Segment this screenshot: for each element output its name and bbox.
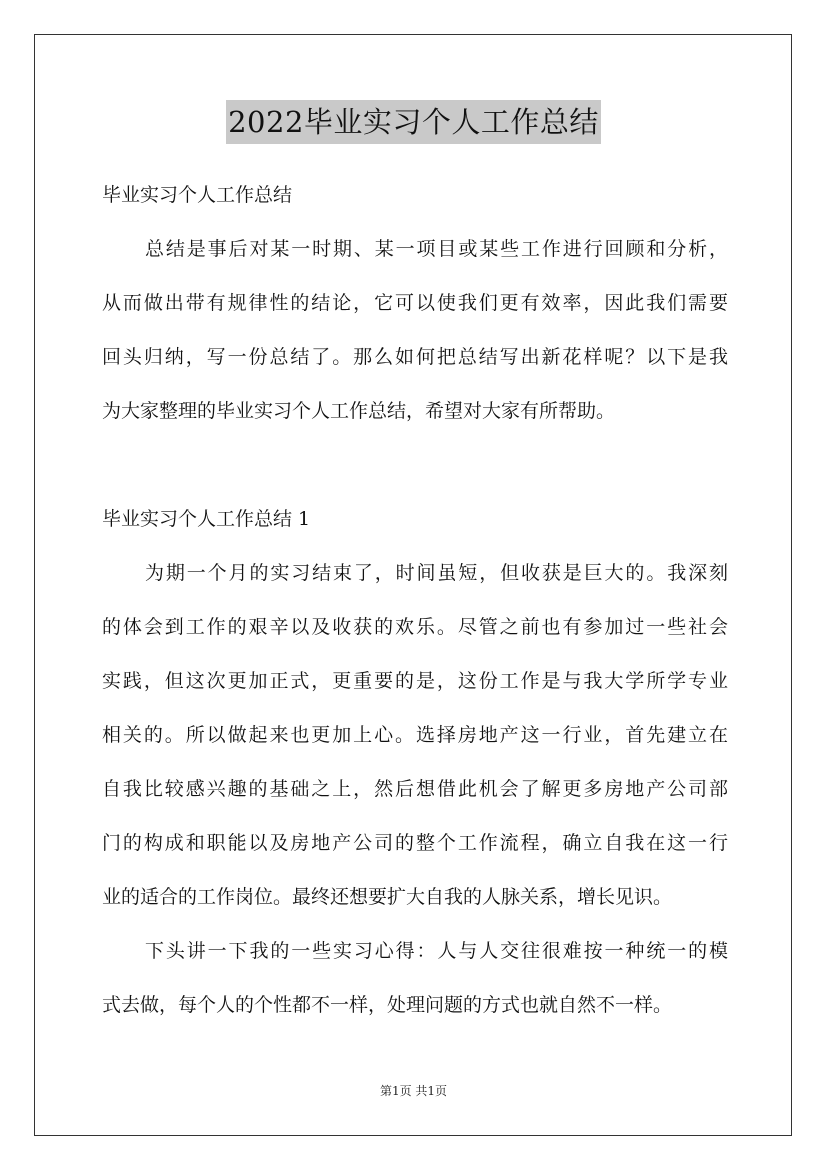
section1-paragraph-1 — [102, 546, 728, 924]
section-heading: 毕业实习个人工作总结 1 — [102, 508, 311, 530]
document-subtitle: 毕业实习个人工作总结 — [102, 184, 293, 206]
page-footer — [0, 1082, 827, 1099]
paragraph-line: 的体会到工作的艰辛以及收获的欢乐。尽管之前也有参加过一些社会 — [102, 616, 728, 638]
title-wrapper — [0, 100, 827, 144]
paragraph-line: 实践，但这次更加正式，更重要的是，这份工作是与我大学所学专业 — [102, 670, 728, 692]
paragraph-line: 式去做，每个人的个性都不一样，处理问题的方式也就自然不一样。 — [102, 994, 673, 1016]
paragraph-line: 从而做出带有规律性的结论，它可以使我们更有效率，因此我们需要 — [102, 292, 728, 314]
paragraph-line: 为大家整理的毕业实习个人工作总结，希望对大家有所帮助。 — [102, 400, 616, 422]
document-title: 2022毕业实习个人工作总结 — [226, 100, 601, 144]
intro-paragraph — [102, 222, 728, 438]
paragraph-line: 回头归纳，写一份总结了。那么如何把总结写出新花样呢？以下是我 — [102, 346, 728, 368]
page-number: 第1页 共1页 — [379, 1084, 448, 1098]
paragraph-line: 自我比较感兴趣的基础之上，然后想借此机会了解更多房地产公司部 — [102, 778, 728, 800]
section1-paragraph-2 — [102, 924, 728, 1032]
paragraph-line: 总结是事后对某一时期、某一项目或某些工作进行回顾和分析， — [145, 238, 728, 260]
paragraph-line: 相关的。所以做起来也更加上心。选择房地产这一行业，首先建立在 — [102, 724, 728, 746]
document-body — [102, 168, 728, 1032]
blank-line — [102, 438, 728, 492]
paragraph-line: 门的构成和职能以及房地产公司的整个工作流程，确立自我在这一行 — [102, 832, 728, 854]
paragraph-line: 业的适合的工作岗位。最终还想要扩大自我的人脉关系，增长见识。 — [102, 886, 673, 908]
paragraph-line: 为期一个月的实习结束了，时间虽短，但收获是巨大的。我深刻 — [145, 562, 728, 584]
paragraph-line: 下头讲一下我的一些实习心得：人与人交往很难按一种统一的模 — [145, 940, 728, 962]
